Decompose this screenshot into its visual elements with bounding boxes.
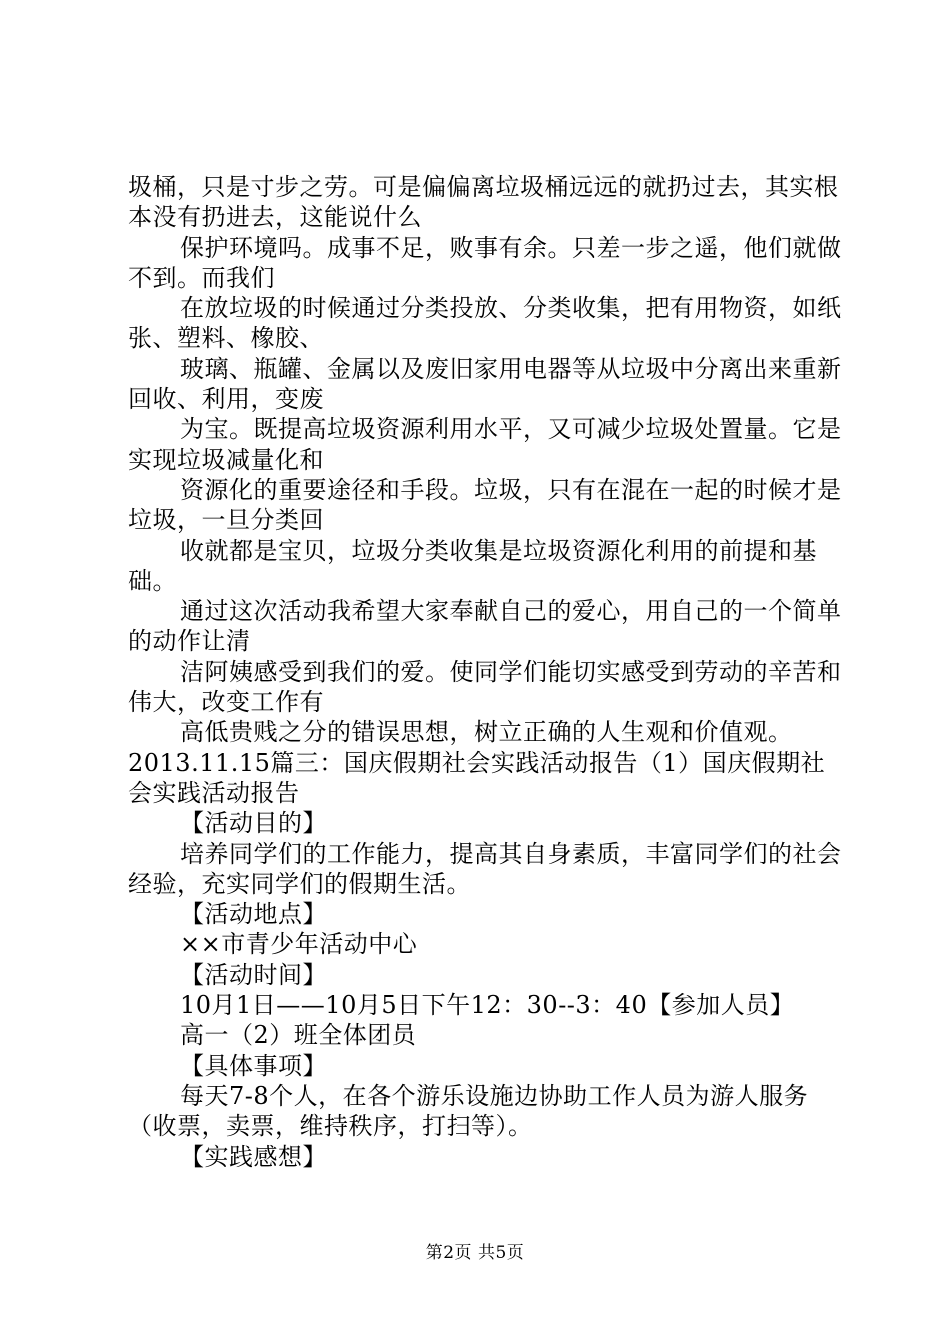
paragraph: 通过这次活动我希望大家奉献自己的爱心，用自己的一个简单的动作让清: [128, 597, 842, 656]
paragraph: 每天7-8个人，在各个游乐设施边协助工作人员为游人服务（收票，卖票，维持秩序，打扫等）。: [128, 1081, 809, 1141]
document-body: [128, 172, 848, 1172]
paragraph: ××市青少年活动中心: [180, 930, 418, 959]
paragraph: 培养同学们的工作能力，提高其自身素质，丰富同学们的社会经验，充实同学们的假期生活。: [128, 839, 842, 898]
section-heading-line: 2013.11.15篇三：国庆假期社会实践活动报告（1）国庆假期社会实践活动报告: [128, 748, 826, 807]
paragraph: 高一（2）班全体团员: [180, 1021, 417, 1050]
paragraph: 为宝。既提高垃圾资源利用水平，又可减少垃圾处置量。它是实现垃圾减量化和: [128, 415, 842, 474]
page-footer: [0, 1243, 950, 1263]
page-indicator: 第2页 共5页: [425, 1243, 525, 1263]
paragraph: 保护环境吗。成事不足，败事有余。只差一步之遥，他们就做不到。而我们: [128, 233, 842, 292]
subheading-activity-time: 【活动时间】: [180, 960, 327, 989]
paragraph: 在放垃圾的时候通过分类投放、分类收集，把有用物资，如纸张、塑料、橡胶、: [128, 294, 842, 353]
subheading-activity-purpose: 【活动目的】: [180, 809, 327, 838]
subheading-activity-location: 【活动地点】: [180, 900, 327, 929]
paragraph: 玻璃、瓶罐、金属以及废旧家用电器等从垃圾中分离出来重新回收、利用，变废: [128, 354, 842, 414]
subheading-reflections: 【实践感想】: [180, 1142, 327, 1171]
paragraph: 高低贵贱之分的错误思想，树立正确的人生观和价值观。: [180, 718, 793, 747]
subheading-details: 【具体事项】: [180, 1051, 327, 1080]
paragraph: 10月1日——10月5日下午12：30--3：40【参加人员】: [180, 991, 795, 1020]
paragraph: 资源化的重要途径和手段。垃圾，只有在混在一起的时候才是垃圾，一旦分类回: [128, 475, 842, 535]
paragraph: 洁阿姨感受到我们的爱。使同学们能切实感受到劳动的辛苦和伟大，改变工作有: [128, 657, 842, 717]
paragraph: 收就都是宝贝，垃圾分类收集是垃圾资源化利用的前提和基础。: [128, 536, 817, 595]
paragraph: 圾桶，只是寸步之劳。可是偏偏离垃圾桶远远的就扔过去，其实根本没有扔进去，这能说什么: [128, 173, 839, 232]
